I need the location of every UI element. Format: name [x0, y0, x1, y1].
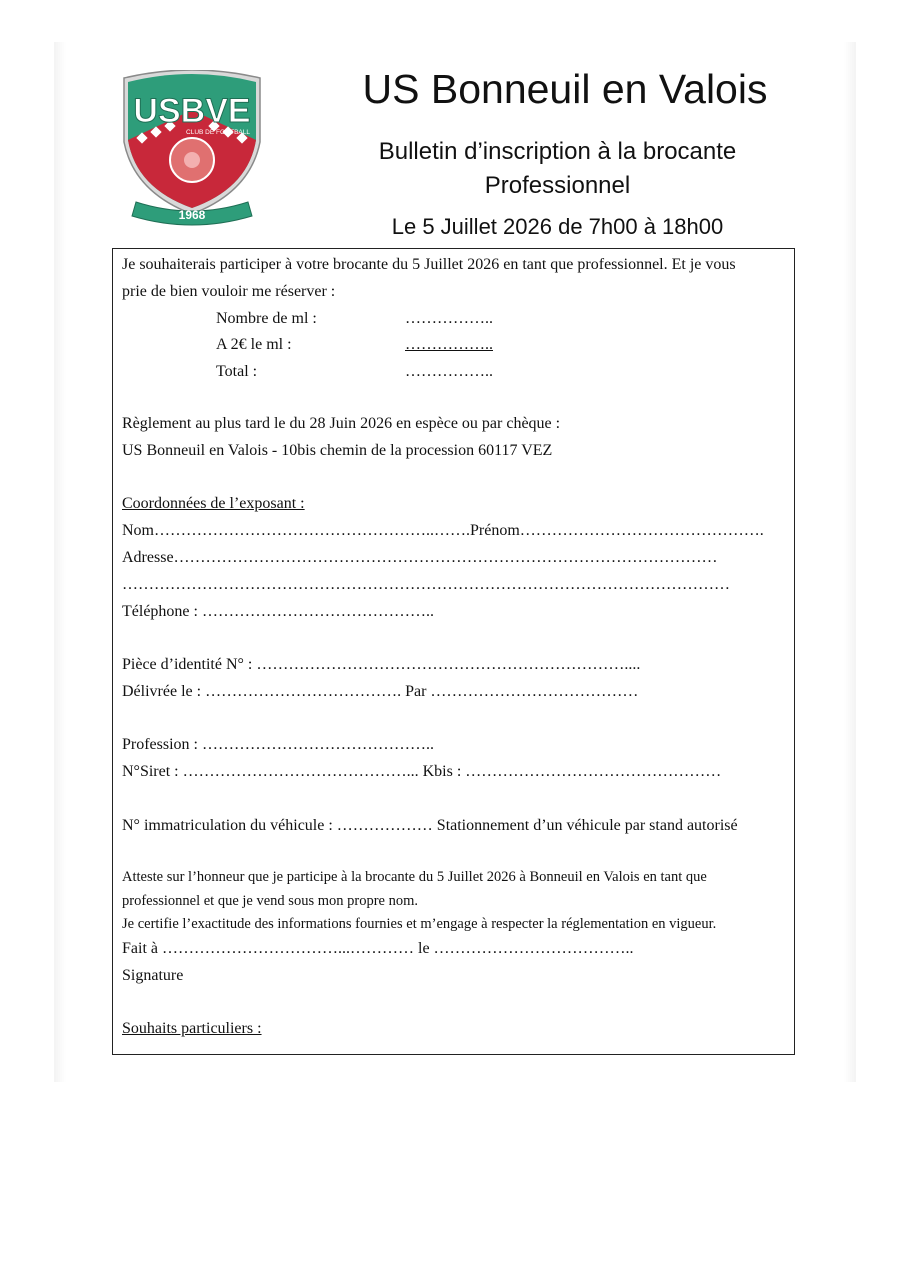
reservation-label-price: A 2€ le ml :	[216, 336, 292, 353]
special-wishes-heading: Souhaits particuliers :	[122, 1020, 262, 1037]
profession-field-line[interactable]: Profession : ……………………………………..	[122, 736, 434, 753]
crest-year: 1968	[178, 208, 206, 222]
attestation-line-1: Atteste sur l’honneur que je participe à la brocante du 5 Juillet 2026 à Bonneuil en Valois en tant que	[122, 869, 707, 885]
page-edge-right	[844, 42, 856, 1082]
page-edge-left	[54, 42, 66, 1082]
exhibitor-heading: Coordonnées de l’exposant :	[122, 495, 305, 512]
page-title: US Bonneuil en Valois	[362, 66, 768, 112]
crest-club-text: CLUB DE FOOTBALL	[186, 129, 250, 136]
siret-kbis-field-line[interactable]: N°Siret : ……………………………………... Kbis : …………………………………………	[122, 763, 722, 780]
reservation-field-total[interactable]: ……………..	[405, 363, 493, 380]
address-field-line[interactable]: Adresse…………………………………………………………………………………………	[122, 549, 718, 566]
attestation-line-2: professionnel et que je vend sous mon propre nom.	[122, 893, 418, 909]
name-field-line[interactable]: Nom……………………………………………..…….Prénom……………………………………….	[122, 522, 764, 539]
payment-deadline: Règlement au plus tard le du 28 Juin 2026 en espèce ou par chèque :	[122, 415, 561, 432]
club-crest-logo	[118, 70, 266, 230]
intro-line-2: prie de bien vouloir me réserver :	[122, 283, 336, 300]
attestation-line-3: Je certifie l’exactitude des informations fournies et m’engage à respecter la réglementation en vigueur.	[122, 916, 717, 932]
vehicle-field-line[interactable]: N° immatriculation du véhicule : ……………… Stationnement d’un véhicule par stand autorisé	[122, 817, 738, 834]
subtitle-line-2: Professionnel	[484, 172, 631, 199]
address-field-line-2[interactable]: ……………………………………………………………………………………………………	[122, 576, 730, 593]
id-number-field-line[interactable]: Pièce d’identité N° : ……………………………………………………………....	[122, 656, 641, 673]
page-subtitle	[330, 135, 785, 203]
reservation-field-price[interactable]: ……………..	[405, 336, 493, 353]
subtitle-line-1: Bulletin d’inscription à la brocante	[378, 138, 737, 165]
id-issued-field-line[interactable]: Délivrée le : ………………………………. Par …………………………………	[122, 683, 639, 700]
intro-line-1: Je souhaiterais participer à votre brocante du 5 Juillet 2026 en tant que professionnel. Et je vous	[122, 256, 736, 273]
phone-field-line[interactable]: Téléphone : ……………………………………..	[122, 603, 434, 620]
crest-letters: USBVE	[133, 92, 251, 130]
reservation-label-total: Total :	[216, 363, 258, 380]
reservation-label-ml: Nombre de ml :	[216, 310, 317, 327]
reservation-field-ml[interactable]: ……………..	[405, 310, 493, 327]
payment-address: US Bonneuil en Valois - 10bis chemin de la procession 60117 VEZ	[122, 442, 553, 459]
event-date: Le 5 Juillet 2026 de 7h00 à 18h00	[391, 214, 724, 239]
signature-label: Signature	[122, 967, 184, 984]
place-date-field-line[interactable]: Fait à ……………………………...………… le ………………………………..	[122, 940, 634, 957]
